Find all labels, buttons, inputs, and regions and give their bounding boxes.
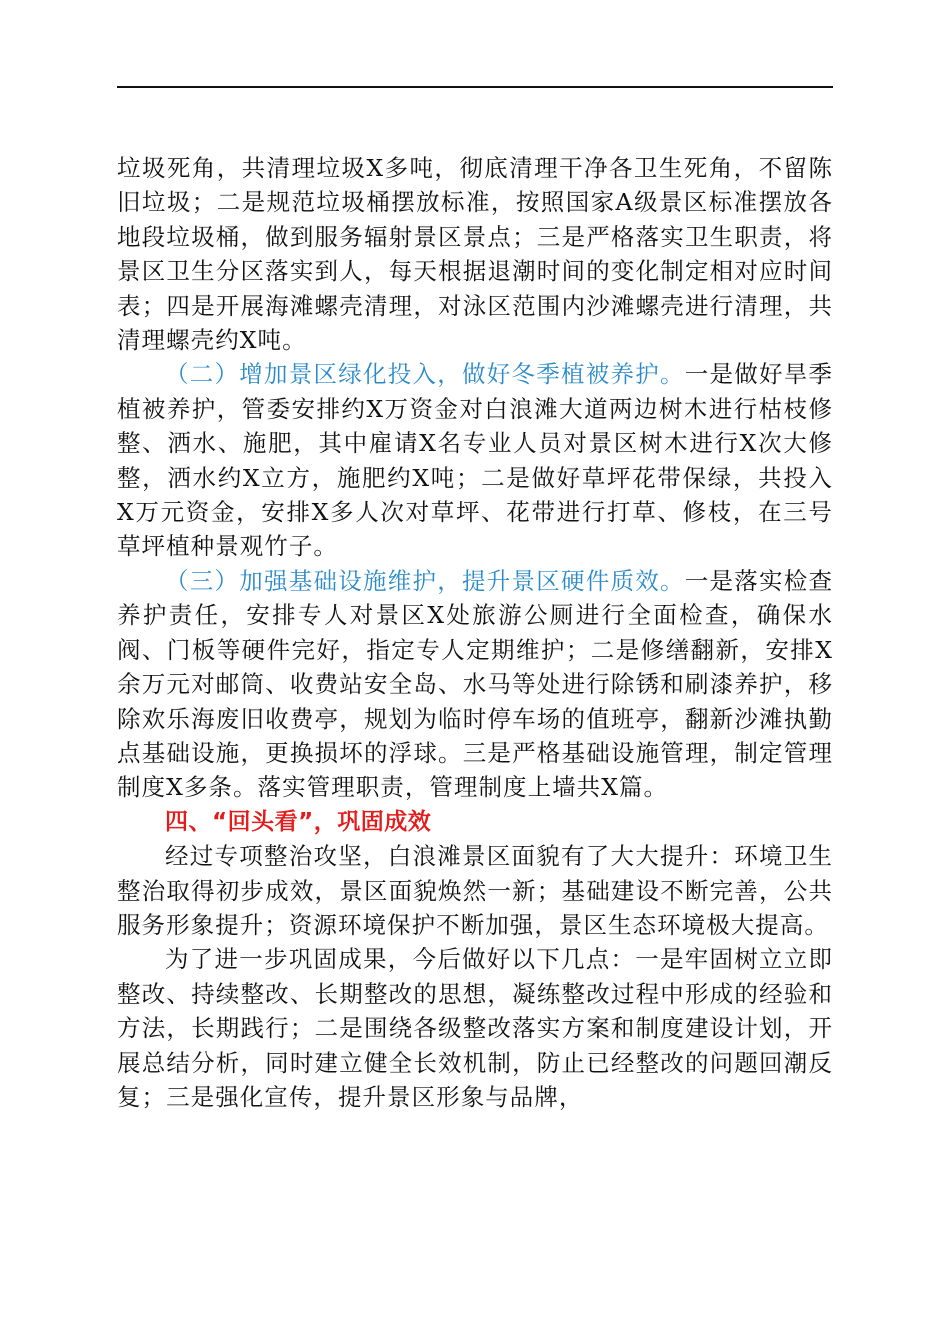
section-heading-review: 四、“回头看”，巩固成效	[165, 808, 432, 835]
paragraph-text: 经过专项整治攻坚，白浪滩景区面貌有了大大提升：环境卫生整治取得初步成效，景区面貌焕然一新；基础建设不断完善，公共服务形象提升；资源环境保护不断加强，景区生态环境极大提高。	[117, 842, 833, 939]
paragraph-sanitation-continued	[117, 151, 833, 357]
document-body	[117, 151, 833, 1114]
paragraph-results	[117, 839, 833, 942]
paragraph-text: 一是落实检查养护责任，安排专人对景区X处旅游公厕进行全面检查，确保水阀、门板等硬件完好，指定专人定期维护；二是修缮翻新，安排X余万元对邮筒、收费站安全岛、水马等处进行除锈和刷漆养护，移除欢乐海废旧收费亭，规划为临时停车场的值班亭，翻新沙滩执勤点基础设施，更换损坏的浮球。三是严格基础设施管理，制定管理制度X多条。落实管理职责，管理制度上墙共X篇。	[117, 566, 833, 802]
paragraph-text: 为了进一步巩固成果，今后做好以下几点：一是牢固树立立即整改、持续整改、长期整改的思想，凝练整改过程中形成的经验和方法，长期践行；二是围绕各级整改落实方案和制度建设计划，开展总结分析，同时建立健全长效机制，防止已经整改的问题回潮反复；三是强化宣传，提升景区形象与品牌，	[117, 945, 833, 1111]
header-rule	[117, 86, 833, 88]
paragraph-greening	[117, 357, 833, 563]
subheading-greening: （二）增加景区绿化投入，做好冬季植被养护。	[165, 360, 685, 389]
paragraph-text: 一是做好旱季植被养护，管委安排约X万资金对白浪滩大道两边树木进行枯枝修整、洒水、施肥，其中雇请X名专业人员对景区树木进行X次大修整，洒水约X立方，施肥约X吨；二是做好草坪花带保绿，共投入X万元资金，安排X多人次对草坪、花带进行打草、修枝，在三号草坪植种景观竹子。	[117, 360, 833, 561]
paragraph-next-steps	[117, 942, 833, 1114]
paragraph-text: 垃圾死角，共清理垃圾X多吨，彻底清理干净各卫生死角，不留陈旧垃圾；二是规范垃圾桶摆放标准，按照国家A级景区标准摆放各地段垃圾桶，做到服务辐射景区景点；三是严格落实卫生职责，将景区卫生分区落实到人，每天根据退潮时间的变化制定相对应时间表；四是开展海滩螺壳清理，对泳区范围内沙滩螺壳进行清理，共清理螺壳约X吨。	[117, 154, 833, 355]
paragraph-infrastructure	[117, 564, 833, 805]
subheading-infrastructure: （三）加强基础设施维护，提升景区硬件质效。	[165, 566, 685, 595]
